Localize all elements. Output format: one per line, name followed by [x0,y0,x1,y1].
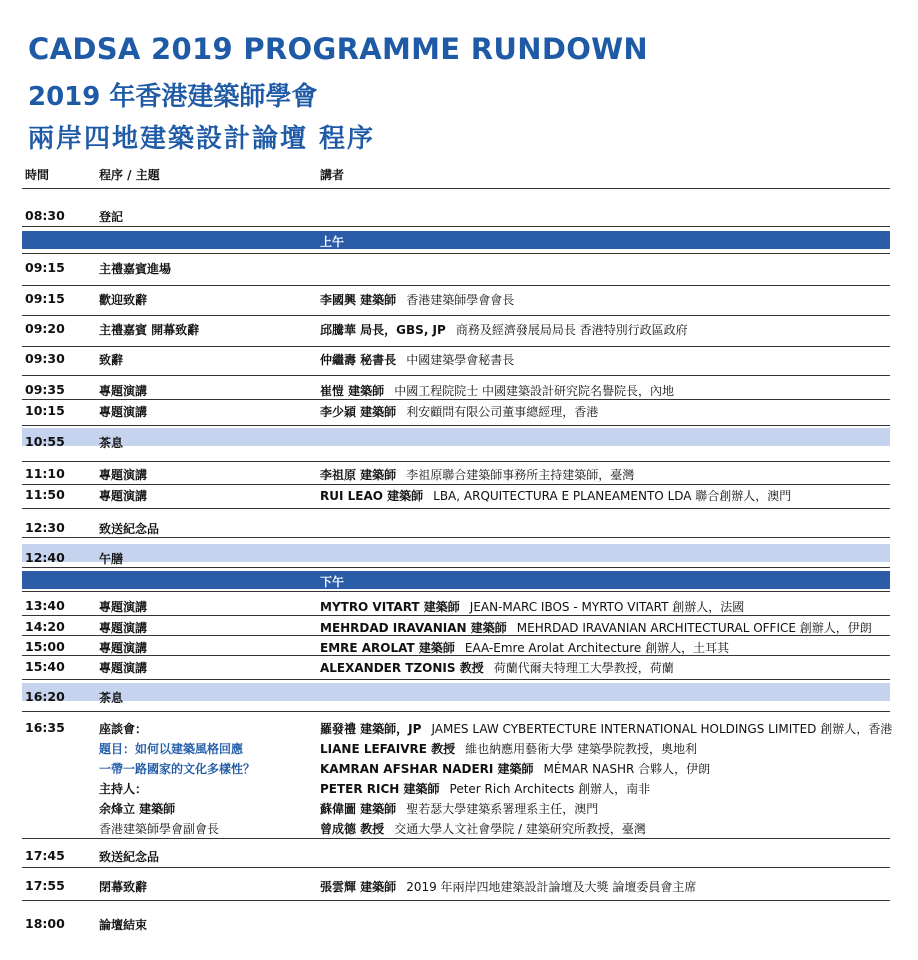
speaker-desc: 交通大學人文社會學院 / 建築研究所教授，臺灣 [394,822,646,836]
divider-line [22,900,890,901]
speaker-desc: 利安顧問有限公司董事總經理，香港 [406,405,599,419]
row-time: 12:30 [25,520,65,535]
speaker-name: LIANE LEFAIVRE 教授 [320,742,456,756]
speaker-name: 曾成德 教授 [320,822,385,836]
speaker-name: RUI LEAO 建築師 [320,489,424,503]
row-time: 17:55 [25,878,65,893]
break-band [22,683,890,701]
speaker-name: 崔愷 建築師 [320,384,385,398]
speaker-desc: 維也納應用藝術大學 建築學院教授，奧地利 [465,742,697,756]
lunch-band [22,544,890,562]
row-time: 15:00 [25,639,65,654]
row-time: 17:45 [25,848,65,863]
row-speaker [320,487,791,504]
row-speaker [320,382,674,399]
panel-speaker [320,720,892,737]
morning-band [22,231,890,249]
row-time: 18:00 [25,916,65,931]
speaker-desc: JAMES LAW CYBERTECTURE INTERNATIONAL HOLDINGS LIMITED 創辦人，香港 [431,722,893,736]
row-speaker [320,598,744,615]
header-time: 時間 [25,168,50,182]
row-programme: 登記 [99,210,124,224]
speaker-name: 李祖原 建築師 [320,468,397,482]
moderator-label: 主持人： [99,782,148,796]
header-programme: 程序 / 主題 [99,168,160,182]
divider-line [22,537,890,538]
speaker-desc: 中國建築學會秘書長 [406,353,515,367]
speaker-desc: EAA-Emre Arolat Architecture 創辦人，土耳其 [464,641,730,655]
divider-line [22,226,890,227]
divider-line [22,838,890,839]
row-speaker [320,639,729,656]
row-time: 09:30 [25,351,65,366]
row-programme: 午膳 [99,552,124,566]
row-time: 10:15 [25,403,65,418]
row-time: 11:10 [25,466,65,481]
row-speaker [320,321,688,338]
row-programme: 專題演講 [99,489,148,503]
row-speaker [320,619,872,636]
row-speaker [320,878,696,895]
speaker-name: 李少穎 建築師 [320,405,397,419]
row-time: 13:40 [25,598,65,613]
divider-line [22,679,890,680]
afternoon-band [22,571,890,589]
speaker-name: KAMRAN AFSHAR NADERI 建築師 [320,762,534,776]
row-speaker [320,403,598,420]
divider-line [22,285,890,286]
row-programme: 專題演講 [99,468,148,482]
panel-topic-line1: 題目：如何以建築風格回應 [99,742,244,756]
speaker-name: PETER RICH 建築師 [320,782,440,796]
speaker-desc: LBA, ARQUITECTURA E PLANEAMENTO LDA 聯合創辦人，澳門 [433,489,792,503]
row-time: 10:55 [25,434,65,449]
header-speaker: 講者 [320,168,345,182]
row-programme: 論壇結束 [99,918,148,932]
morning-band-label: 上午 [320,235,345,249]
speaker-name: EMRE AROLAT 建築師 [320,641,455,655]
divider-line [22,591,890,592]
row-programme: 歡迎致辭 [99,293,148,307]
speaker-name: MYTRO VITART 建築師 [320,600,460,614]
divider-line [22,425,890,426]
row-programme: 閉幕致辭 [99,880,148,894]
speaker-desc: 香港建築師學會會長 [406,293,515,307]
divider-line [22,711,890,712]
row-programme: 專題演講 [99,621,148,635]
row-programme: 專題演講 [99,384,148,398]
page-title-zh-line1: 2019 年香港建築師學會 [28,82,318,112]
speaker-name: 仲繼壽 秘書長 [320,353,397,367]
row-speaker [320,351,514,368]
speaker-desc: 聖若瑟大學建築系署理系主任，澳門 [406,802,599,816]
divider-line [22,346,890,347]
moderator-desc: 香港建築師學會副會長 [99,822,220,836]
panel-topic-line2: 一帶一路國家的文化多樣性？ [99,762,256,776]
row-programme: 專題演講 [99,600,148,614]
speaker-desc: 荷蘭代爾夫特理工大學教授，荷蘭 [493,661,674,675]
panel-heading: 座談會： [99,722,148,736]
speaker-desc: 商務及經濟發展局局長 香港特別行政區政府 [455,323,688,337]
panel-speaker [320,800,598,817]
speaker-desc: 2019 年兩岸四地建築設計論壇及大獎 論壇委員會主席 [406,880,697,894]
speaker-name: 李國興 建築師 [320,293,397,307]
divider-line [22,508,890,509]
panel-speaker [320,780,650,797]
row-time: 16:35 [25,720,65,735]
row-programme: 專題演講 [99,405,148,419]
speaker-name: ALEXANDER TZONIS 教授 [320,661,484,675]
row-programme: 致送紀念品 [99,850,160,864]
divider-line [22,567,890,568]
speaker-desc: Peter Rich Architects 創辦人，南非 [449,782,651,796]
row-time: 09:35 [25,382,65,397]
panel-speaker [320,740,697,757]
row-speaker [320,659,674,676]
break-band [22,428,890,446]
divider-line [22,315,890,316]
row-speaker [320,291,514,308]
row-time: 15:40 [25,659,65,674]
row-programme: 專題演講 [99,661,148,675]
row-programme: 致送紀念品 [99,522,160,536]
divider-line [22,253,890,254]
row-programme: 茶息 [99,436,124,450]
speaker-name: MEHRDAD IRAVANIAN 建築師 [320,621,507,635]
divider-line [22,399,890,400]
row-time: 16:20 [25,689,65,704]
divider-line [22,375,890,376]
divider-line [22,615,890,616]
page-title-en: CADSA 2019 PROGRAMME RUNDOWN [28,32,649,66]
row-time: 09:20 [25,321,65,336]
divider-line [22,188,890,189]
speaker-desc: 中國工程院院士 中國建築設計研究院名譽院長，內地 [394,384,675,398]
divider-line [22,867,890,868]
row-time: 14:20 [25,619,65,634]
panel-speaker [320,820,646,837]
row-time: 11:50 [25,487,65,502]
row-programme: 茶息 [99,691,124,705]
speaker-name: 邱騰華 局長，GBS, JP [320,323,446,337]
speaker-desc: MEHRDAD IRAVANIAN ARCHITECTURAL OFFICE 創辦人，伊朗 [516,621,872,635]
row-programme: 主禮嘉賓 開幕致辭 [99,323,200,337]
row-programme: 致辭 [99,353,124,367]
row-time: 12:40 [25,550,65,565]
speaker-name: 張雲輝 建築師 [320,880,397,894]
divider-line [22,461,890,462]
row-programme: 主禮嘉賓進場 [99,262,172,276]
row-programme: 專題演講 [99,641,148,655]
row-time: 09:15 [25,291,65,306]
panel-speaker [320,760,710,777]
speaker-desc: 李祖原聯合建築師事務所主持建築師，臺灣 [406,468,635,482]
speaker-name: 羅發禮 建築師，JP [320,722,422,736]
row-time: 08:30 [25,208,65,223]
page-title-zh-line2: 兩岸四地建築設計論壇 程序 [28,124,376,154]
afternoon-band-label: 下午 [320,575,345,589]
row-time: 09:15 [25,260,65,275]
row-speaker [320,466,634,483]
divider-line [22,484,890,485]
moderator-name: 余烽立 建築師 [99,802,176,816]
speaker-desc: JEAN-MARC IBOS - MYRTO VITART 創辦人，法國 [469,600,745,614]
speaker-name: 蘇偉圖 建築師 [320,802,397,816]
speaker-desc: MÉMAR NASHR 合夥人，伊朗 [543,762,711,776]
